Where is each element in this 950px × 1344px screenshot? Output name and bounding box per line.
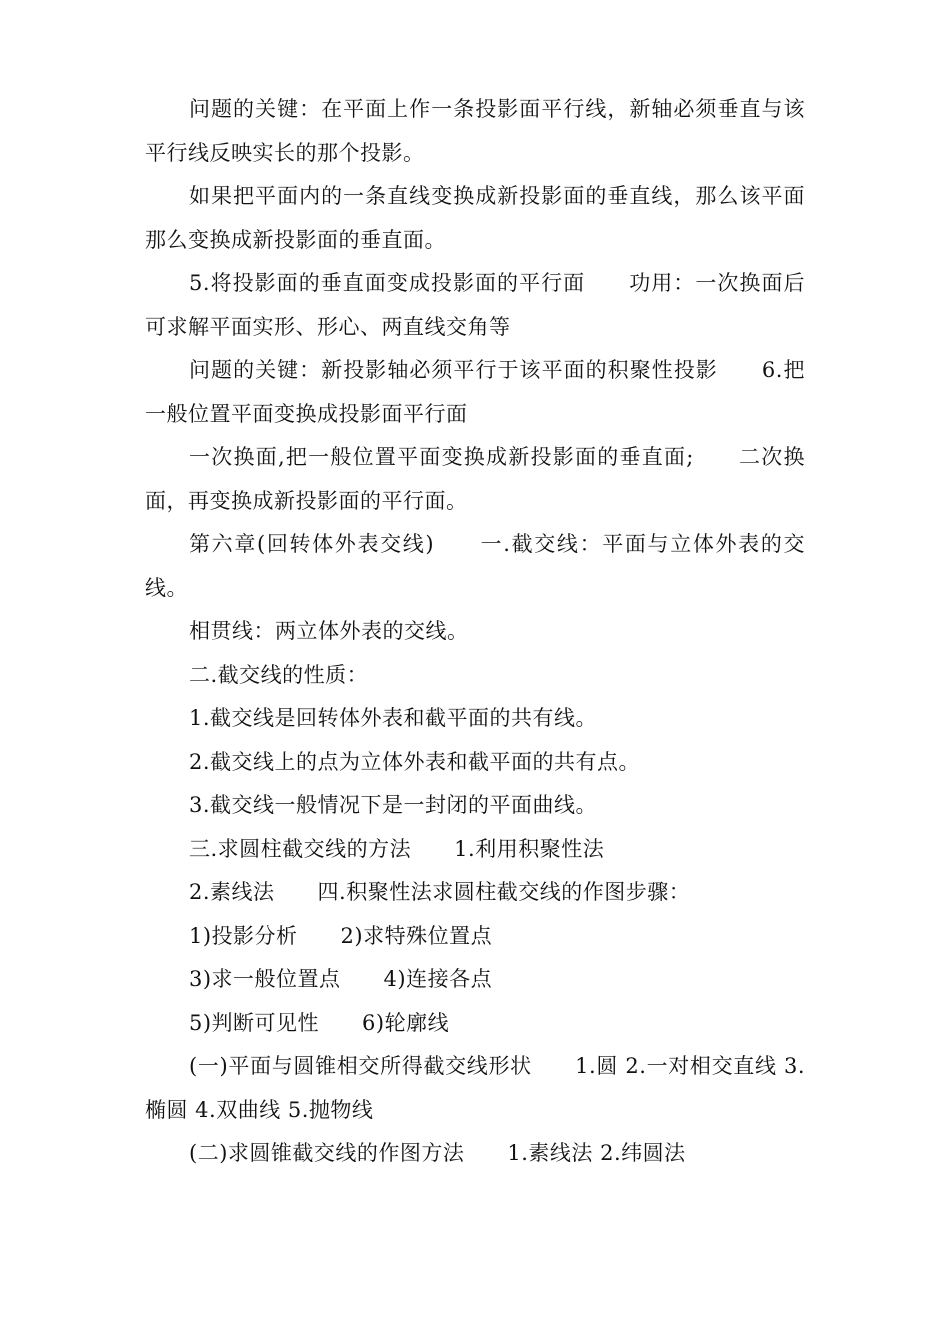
- list-item: 1)投影分析 2)求特殊位置点: [189, 923, 493, 948]
- paragraph: 5.将投影面的垂直面变成投影面的平行面 功用：一次换面后可求解平面实形、形心、两直线交角等: [145, 271, 805, 339]
- paragraph: 问题的关键：在平面上作一条投影面平行线，新轴必须垂直与该平行线反映实长的那个投影。: [145, 97, 805, 165]
- paragraph: 问题的关键：新投影轴必须平行于该平面的积聚性投影 6.把一般位置平面变换成投影面平行面: [145, 358, 805, 426]
- section-heading: 三.求圆柱截交线的方法 1.利用积聚性法: [189, 836, 605, 861]
- paragraph: 一次换面,把一般位置平面变换成新投影面的垂直面; 二次换面，再变换成新投影面的平行面。: [145, 445, 805, 513]
- paragraph: 如果把平面内的一条直线变换成新投影面的垂直线，那么该平面那么变换成新投影面的垂直面。: [145, 184, 805, 252]
- document-body: [145, 88, 805, 1176]
- list-item: 2.素线法 四.积聚性法求圆柱截交线的作图步骤：: [189, 880, 691, 904]
- paragraph: (二)求圆锥截交线的作图方法 1.素线法 2.纬圆法: [189, 1141, 686, 1165]
- list-item: 5)判断可见性 6)轮廓线: [189, 1010, 450, 1035]
- list-item: 3.截交线一般情况下是一封闭的平面曲线。: [189, 793, 598, 817]
- list-item: 3)求一般位置点 4)连接各点: [189, 967, 493, 991]
- paragraph: 相贯线：两立体外表的交线。: [189, 619, 469, 643]
- section-heading: 二.截交线的性质：: [189, 662, 369, 687]
- chapter-heading-paragraph: 第六章(回转体外表交线) 一.截交线：平面与立体外表的交线。: [145, 532, 805, 600]
- list-item: 2.截交线上的点为立体外表和截平面的共有点。: [189, 749, 641, 774]
- paragraph: (一)平面与圆锥相交所得截交线形状 1.圆 2.一对相交直线 3.椭圆 4.双曲线 5.抛物线: [145, 1054, 805, 1122]
- list-item: 1.截交线是回转体外表和截平面的共有线。: [189, 706, 598, 730]
